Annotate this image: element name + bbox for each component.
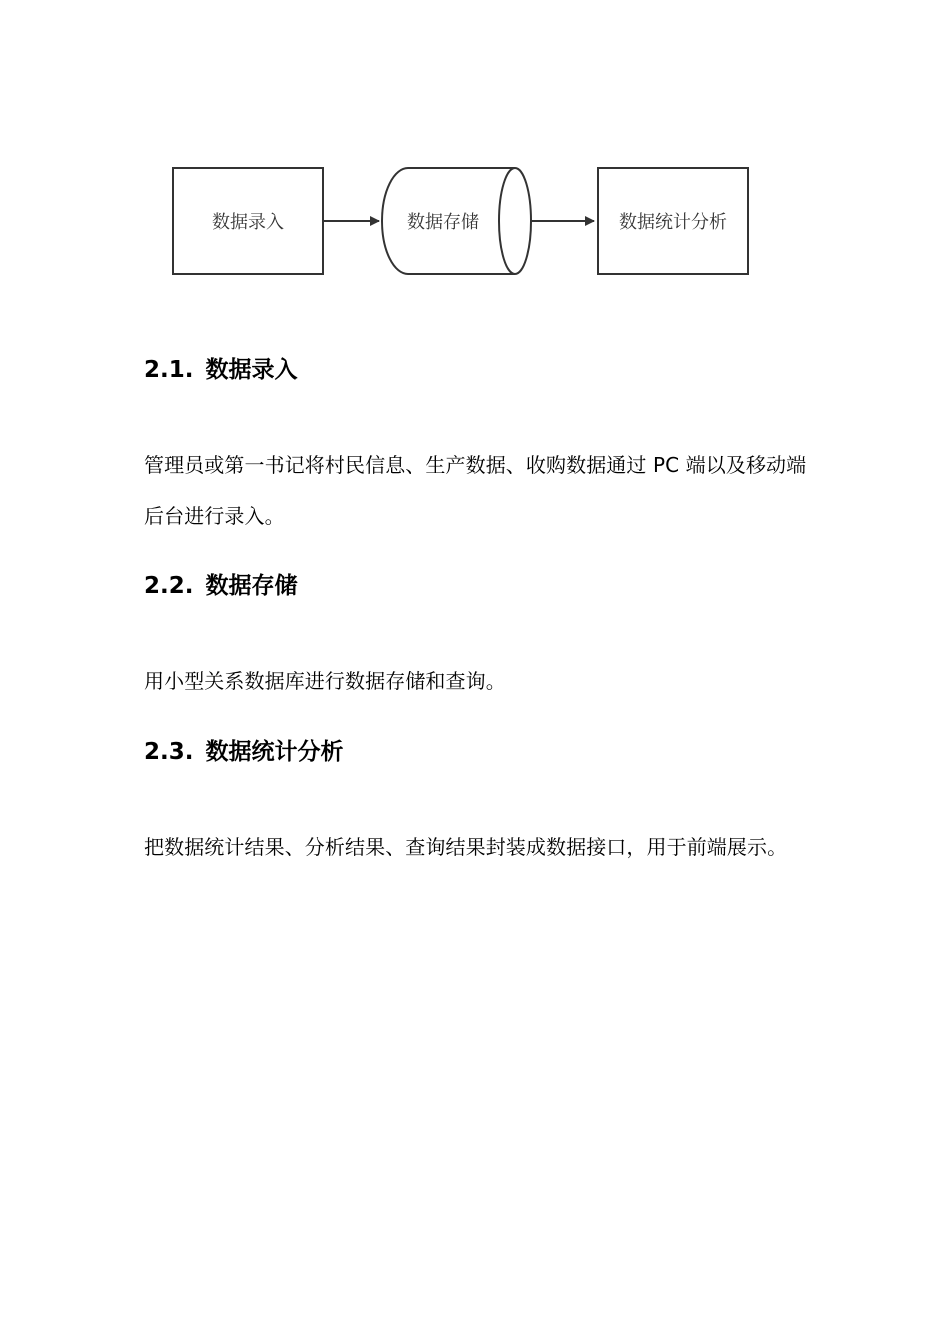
section-number: 2.1. (144, 357, 194, 383)
section-number: 2.2. (144, 573, 194, 599)
section-body-2-1: 管理员或第一书记将村民信息、生产数据、收购数据通过 PC 端以及移动端后台进行录入。 (144, 453, 807, 528)
section-heading-2-3 (144, 737, 343, 767)
node-input-label: 数据录入 (212, 212, 284, 233)
node-analysis-label: 数据统计分析 (619, 212, 727, 233)
section-title: 数据存储 (205, 573, 298, 599)
flow-diagram-svg (160, 160, 760, 284)
node-storage-label: 数据存储 (407, 212, 479, 233)
section-heading-2-2 (144, 571, 297, 601)
flow-diagram (160, 160, 760, 284)
section-number: 2.3. (144, 739, 194, 765)
section-title: 数据录入 (205, 357, 298, 383)
section-heading-2-1 (144, 355, 297, 385)
section-title: 数据统计分析 (205, 739, 344, 765)
section-body-2-2: 用小型关系数据库进行数据存储和查询。 (144, 669, 506, 693)
section-body-2-3: 把数据统计结果、分析结果、查询结果封装成数据接口，用于前端展示。 (144, 835, 788, 859)
